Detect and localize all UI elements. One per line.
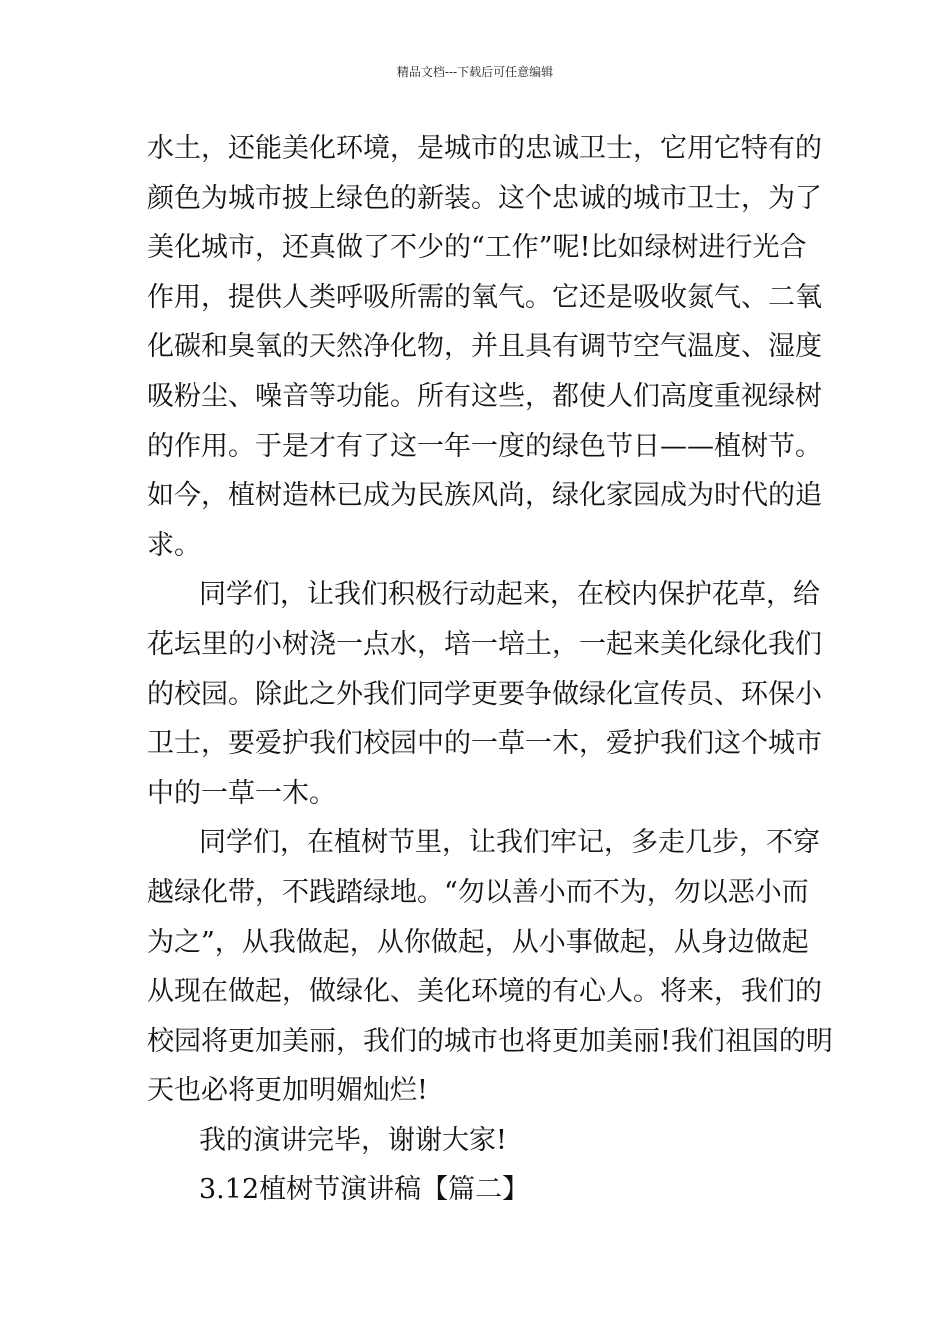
text-line: 卫士，要爱护我们校园中的一草一木，爱护我们这个城市 [147, 728, 822, 760]
text-line: 天也必将更加明媚灿烂! [147, 1075, 428, 1107]
text-line: 花坛里的小树浇一点水，培一培土，一起来美化绿化我们 [147, 628, 822, 660]
paragraph-3 [147, 818, 833, 1116]
section-title: 3.12植树节演讲稿【篇二】 [199, 1174, 530, 1206]
text-line: 校园将更加美丽，我们的城市也将更加美丽!我们祖国的明 [147, 1025, 833, 1057]
text-line: 同学们，让我们积极行动起来，在校内保护花草，给 [199, 579, 820, 611]
text-line: 的作用。于是才有了这一年一度的绿色节日——植树节。 [147, 430, 822, 462]
text-line: 从现在做起，做绿化、美化环境的有心人。将来，我们的 [147, 976, 822, 1008]
text-line: 水土，还能美化环境，是城市的忠诚卫士，它用它特有的 [147, 133, 822, 164]
text-line: 作用，提供人类呼吸所需的氧气。它还是吸收氮气、二氧 [147, 281, 822, 313]
paragraph-2 [147, 570, 822, 818]
text-line: 同学们，在植树节里，让我们牢记，多走几步，不穿 [199, 827, 820, 859]
text-line: 中的一草一木。 [147, 777, 336, 809]
text-line: 如今，植树造林已成为民族风尚，绿化家园成为时代的追 [147, 480, 822, 512]
paragraph-1 [147, 124, 822, 570]
paragraph-closing [147, 1116, 807, 1166]
text-line: 我的演讲完毕，谢谢大家! [199, 1124, 507, 1156]
page-header: 精品文档---下载后可任意编辑 [396, 65, 554, 79]
text-line: 化碳和臭氧的天然净化物，并且具有调节空气温度、湿度 [147, 331, 822, 363]
text-line: 求。 [147, 529, 201, 561]
text-line: 为之”，从我做起，从你做起，从小事做起，从身边做起 [147, 926, 809, 958]
text-line: 美化城市，还真做了不少的“工作”呢!比如绿树进行光合 [147, 232, 807, 264]
document-body [147, 124, 833, 1215]
text-line: 吸粉尘、噪音等功能。所有这些，都使人们高度重视绿树 [147, 380, 822, 412]
text-line: 的校园。除此之外我们同学更要争做绿化宣传员、环保小 [147, 678, 822, 710]
text-line: 颜色为城市披上绿色的新装。这个忠诚的城市卫士，为了 [147, 182, 822, 214]
text-line: 越绿化带，不践踏绿地。“勿以善小而不为，勿以恶小而 [147, 876, 809, 908]
section-heading [147, 1165, 807, 1215]
